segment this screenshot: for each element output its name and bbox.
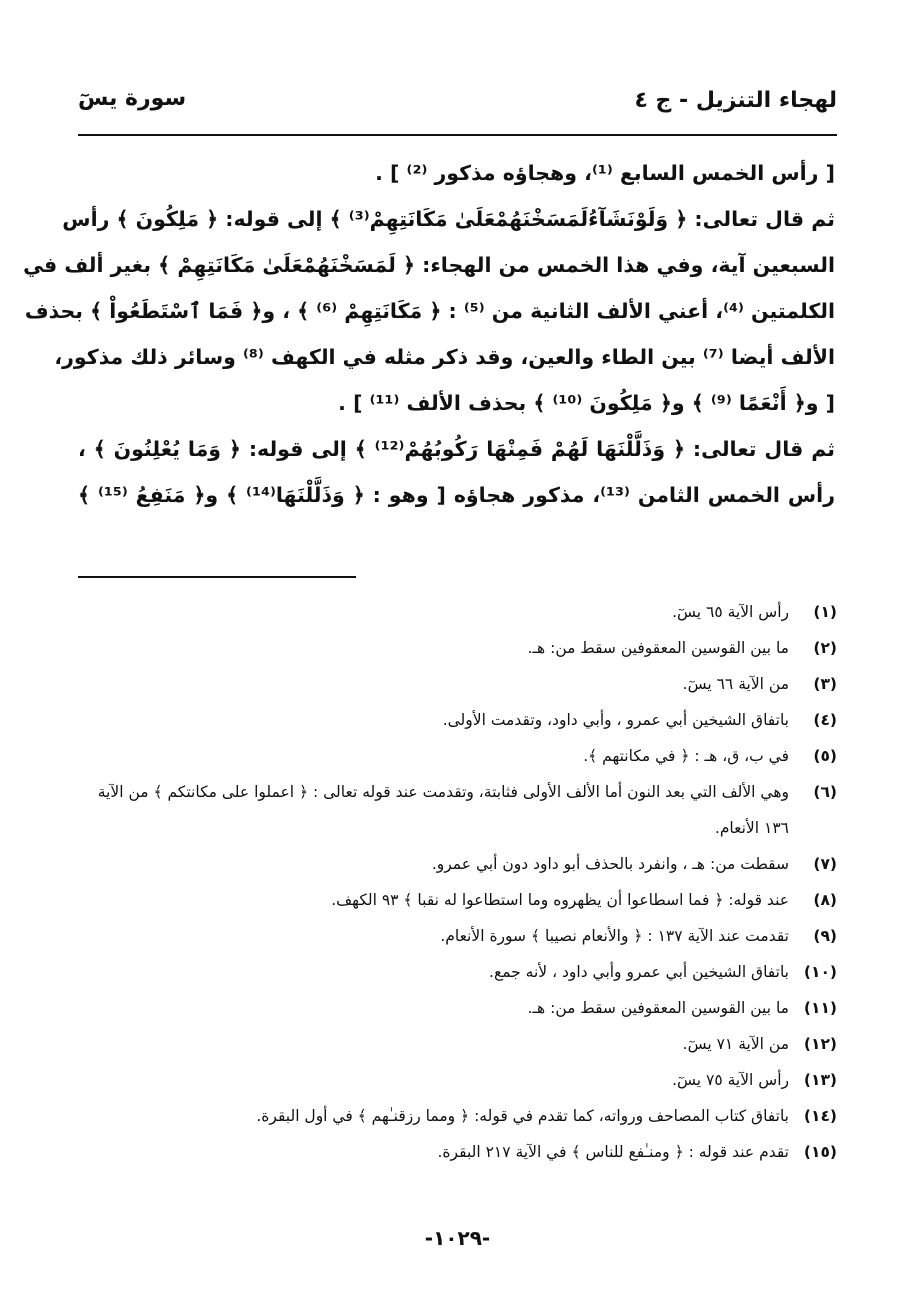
footnote bbox=[78, 1062, 837, 1098]
footnote-number: (٩) bbox=[813, 927, 837, 945]
footnote bbox=[78, 954, 837, 990]
footnote bbox=[78, 918, 837, 954]
text-line: ثم قال تعالى: ﴿ وَلَوْنَشَآءُلَمَسَخْنَهُمْعَلَىٰ مَكَانَتِهِمْ⁽³⁾ ﴾ إلى قوله: ﴿ مَلِكُونَ ﴾ رأس bbox=[62, 207, 835, 231]
footnote-text: رأس الآية ٧٥ يسٓ. bbox=[672, 1071, 789, 1089]
footnote-number: (٤) bbox=[813, 711, 837, 729]
footnote-text: باتفاق الشيخين أبي عمرو ، وأبي داود، وتقدمت الأولى. bbox=[442, 711, 789, 729]
footnote bbox=[78, 594, 837, 630]
footnote-text: تقدمت عند الآية ١٣٧ : ﴿ والأنعام نصيبا ﴾ سورة الأنعام. bbox=[440, 927, 789, 945]
footnote-number: (١٠) bbox=[803, 963, 837, 981]
text-line: [ و﴿ أَنْعَمًا ⁽⁹⁾ ﴾ و﴿ مَلِكُونَ ⁽¹⁰⁾ ﴾ بحذف الألف ⁽¹¹⁾ ] . bbox=[338, 391, 835, 415]
footnote-number: (١) bbox=[813, 603, 837, 621]
footnote-text: في ب، ق، هـ : ﴿ في مكانتهم ﴾. bbox=[583, 747, 789, 765]
footnote bbox=[78, 1098, 837, 1134]
footnote-number: (٢) bbox=[813, 639, 837, 657]
footnote bbox=[78, 666, 837, 702]
footnote bbox=[78, 990, 837, 1026]
page-number: -١٠٢٩- bbox=[424, 1226, 491, 1250]
footnote-text: من الآية ٦٦ يسٓ. bbox=[682, 675, 789, 693]
footnote-divider bbox=[78, 576, 356, 578]
footnote bbox=[78, 846, 837, 882]
footnote-number: (١٤) bbox=[803, 1107, 837, 1125]
text-line: [ رأس الخمس السابع ⁽¹⁾، وهجاؤه مذكور ⁽²⁾ ] . bbox=[375, 161, 835, 185]
running-header bbox=[78, 86, 837, 126]
footnote-number: (٧) bbox=[813, 855, 837, 873]
text-line: السبعين آية، وفي هذا الخمس من الهجاء: ﴿ لَمَسَخْنَهُمْعَلَىٰ مَكَانَتِهِمْ ﴾ بغير ألف في bbox=[23, 253, 835, 277]
footnote-text: ما بين القوسين المعقوفين سقط من: هـ. bbox=[527, 999, 789, 1017]
footnote bbox=[78, 738, 837, 774]
footnote bbox=[78, 1134, 837, 1170]
footnote-number: (٣) bbox=[813, 675, 837, 693]
footnote-text: عند قوله: ﴿ فما اسطاعوا أن يظهروه وما استطاعوا له نقبا ﴾ ٩٣ الكهف. bbox=[331, 891, 789, 909]
surah-name: سورة يسٓ bbox=[78, 86, 187, 111]
book-title: لهجاء التنزيل - ج ٤ bbox=[634, 88, 837, 113]
main-text bbox=[23, 150, 835, 518]
text-line: الألف أيضا ⁽⁷⁾ بين الطاء والعين، وقد ذكر مثله في الكهف ⁽⁸⁾ وسائر ذلك مذكور، bbox=[54, 345, 835, 369]
footnote-text: باتفاق الشيخين أبي عمرو وأبي داود ، لأنه جمع. bbox=[489, 963, 789, 981]
footnote-number: (٦) bbox=[813, 783, 837, 801]
footnote-number: (١١) bbox=[803, 999, 837, 1017]
footnote bbox=[78, 630, 837, 666]
text-line: الكلمتين ⁽⁴⁾، أعني الألف الثانية من ⁽⁵⁾ : ﴿ مَكَانَتِهِمْ ⁽⁶⁾ ﴾ ، و﴿ فَمَا ٱسْتَطَعُواْ ﴾ بحذف bbox=[24, 299, 835, 323]
footnote bbox=[78, 702, 837, 738]
footnote-text: سقطت من: هـ ، وانفرد بالحذف أبو داود دون أبي عمرو. bbox=[431, 855, 789, 873]
footnote-text: وهي الألف التي بعد النون أما الألف الأولى فثابتة، وتقدمت عند قوله تعالى : ﴿ اعملوا على مكانتكم ﴾ من الآية ١٣٦ الأنعام. bbox=[97, 783, 789, 837]
footnote-text: باتفاق كتاب المصاحف ورواته، كما تقدم في قوله: ﴿ ومما رزقنـٰهم ﴾ في أول البقرة. bbox=[256, 1107, 789, 1125]
footnote bbox=[78, 1026, 837, 1062]
footnote-number: (١٣) bbox=[803, 1071, 837, 1089]
footnote-number: (١٥) bbox=[803, 1143, 837, 1161]
footnote bbox=[78, 774, 837, 846]
footnote-number: (٨) bbox=[813, 891, 837, 909]
footnote-text: رأس الآية ٦٥ يسٓ. bbox=[672, 603, 789, 621]
footnote-text: تقدم عند قوله : ﴿ ومنـٰفع للناس ﴾ في الآية ٢١٧ البقرة. bbox=[437, 1143, 789, 1161]
header-divider bbox=[78, 134, 837, 136]
footnote-text: ما بين القوسين المعقوفين سقط من: هـ. bbox=[527, 639, 789, 657]
footnotes bbox=[78, 594, 837, 1170]
footnote-number: (١٢) bbox=[803, 1035, 837, 1053]
text-line: ثم قال تعالى: ﴿ وَذَلَّلْنَهَا لَهُمْ فَمِنْهَا رَكُوبُهُمْ⁽¹²⁾ ﴾ إلى قوله: ﴿ وَمَا يُعْلِنُونَ ﴾ ، bbox=[78, 437, 835, 461]
text-line: رأس الخمس الثامن ⁽¹³⁾، مذكور هجاؤه [ وهو : ﴿ وَذَلَّلْنَهَا⁽¹⁴⁾ ﴾ و﴿ مَنَفِعُ ⁽¹⁵⁾ ﴾ bbox=[78, 483, 835, 507]
footnote-number: (٥) bbox=[813, 747, 837, 765]
footnote-text: من الآية ٧١ يسٓ. bbox=[682, 1035, 789, 1053]
footnote bbox=[78, 882, 837, 918]
